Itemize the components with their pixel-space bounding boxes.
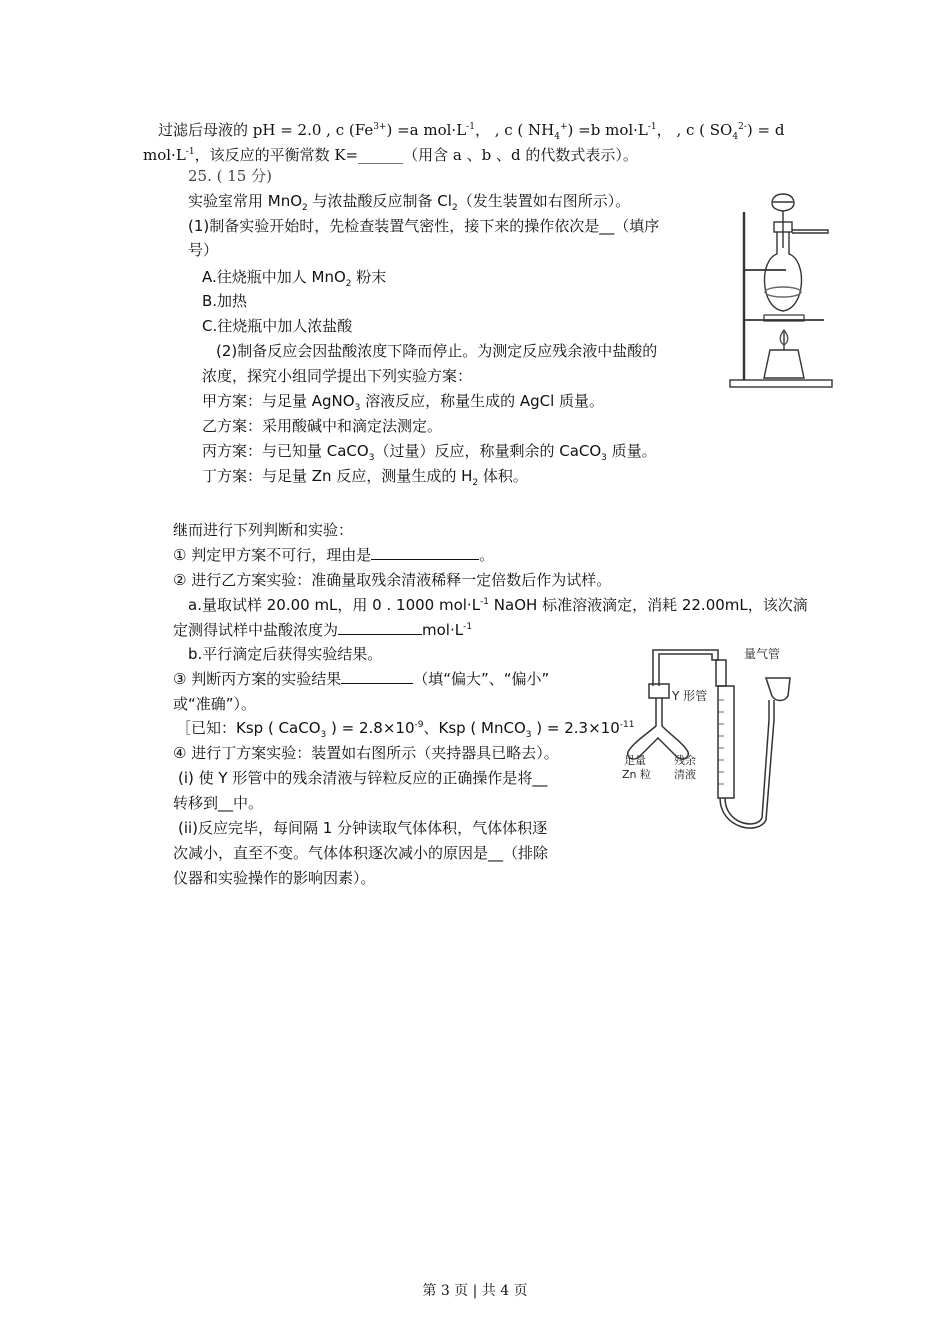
intro-line-2: $mol\cdot L^{-1}$，该反应的平衡常数 K=______（用含 a 、b 、d 的代数式表示）。 <box>143 146 638 164</box>
label-residue-1: 残余 <box>674 754 696 767</box>
item-3-line-2: 或“准确”）。 <box>173 695 257 713</box>
item-4ii-line-1: (ii)反应完毕，每间隔 1 分钟读取气体体积，气体体积逐 <box>178 819 548 837</box>
plan-jia: 甲方案：与足量 AgNO$_3$ 溶液反应，称量生成的 AgCl 质量。 <box>202 392 605 413</box>
item-4ii-line-2: 次减小，直至不变。气体体积逐次减小的原因是__（排除 <box>173 844 549 862</box>
answer-blank <box>371 545 479 560</box>
item-2a-line-2: 定测得试样中盐酸浓度为 $mol\cdot L^{-1}$ <box>173 621 473 639</box>
answer-blank <box>341 669 413 684</box>
question-stem: 实验室常用 MnO$_2$ 与浓盐酸反应制备 $Cl_2$（发生装置如右图所示）。 <box>188 192 631 213</box>
item-1: ① 判定甲方案不可行，理由是 。 <box>173 546 495 564</box>
gas-burette-figure <box>606 640 820 840</box>
part2-line-2: 浓度，探究小组同学提出下列实验方案： <box>202 367 473 385</box>
item-4ii-line-3: 仪器和实验操作的影响因素）。 <box>173 869 376 887</box>
label-burette: 量气管 <box>744 647 781 661</box>
option-a: A.往烧瓶中加人 MnO$_2$ 粉末 <box>202 268 387 289</box>
item-4i-line-2: 转移到__中。 <box>173 794 264 812</box>
label-zn-1: 足量 <box>624 754 646 767</box>
answer-blank <box>338 620 422 635</box>
item-2a-line-1: a.量取试样 20.00 mL，用 0 . 1000 $mol\cdot L^{-1}$ NaOH 标准溶液滴定，消耗 22.00mL，该次滴 <box>188 596 808 614</box>
plan-ding: 丁方案：与足量 Zn 反应，测量生成的 $H_2$ 体积。 <box>202 467 528 488</box>
item-4i-line-1: (i) 使 Y 形管中的残余清液与锌粒反应的正确操作是将__ <box>178 769 548 787</box>
part2-line-1: (2)制备反应会因盐酸浓度下降而停止。为测定反应残余液中盐酸的 <box>216 342 658 360</box>
intro-line-1: 过滤后母液的 pH = 2.0 , c $(Fe^{3+}) =a$ $mol\cdot L^{-1}$， , c ( $NH_4^+) =b$ $mol\cdot L^{-1}$， , c ( $SO_4^{2-}) = d$ <box>158 121 785 142</box>
continue-line: 继而进行下列判断和实验： <box>173 521 354 539</box>
label-residue-2: 清液 <box>674 768 696 781</box>
part1-line-2: 号） <box>188 241 219 259</box>
cl2-apparatus-figure <box>726 190 838 392</box>
item-2: ② 进行乙方案实验：准确量取残余清液稀释一定倍数后作为试样。 <box>173 571 612 589</box>
option-c: C.往烧瓶中加人浓盐酸 <box>202 317 353 335</box>
plan-yi: 乙方案：采用酸碱中和滴定法测定。 <box>202 417 443 435</box>
plan-bing: 丙方案：与已知量 CaCO$_3$（过量）反应，称量剩余的 CaCO$_3$ 质量。 <box>202 442 657 463</box>
label-zn-2: Zn 粒 <box>622 768 652 781</box>
page-footer: 第 3 页 | 共 4 页 <box>422 1283 528 1299</box>
item-2b: b.平行滴定后获得实验结果。 <box>188 645 383 663</box>
option-b: B.加热 <box>202 292 248 310</box>
question-number: 25. ( 15 分) <box>188 167 272 185</box>
label-y-tube: Y 形管 <box>672 689 708 703</box>
ksp-note: ［已知：Ksp ( CaCO$_3$ ) = $2.8\times 10^{-9}$、Ksp ( MnCO$_3$ ) = $2.3\times 10^{-11}$ <box>176 719 635 740</box>
item-3-line-1: ③ 判断丙方案的实验结果 （填“偏大”、“偏小” <box>173 670 550 688</box>
item-4: ④ 进行丁方案实验：装置如右图所示（夹持器具已略去）。 <box>173 744 559 762</box>
part1-line-1: (1)制备实验开始时，先检查装置气密性，接下来的操作依次是__（填序 <box>188 217 660 235</box>
